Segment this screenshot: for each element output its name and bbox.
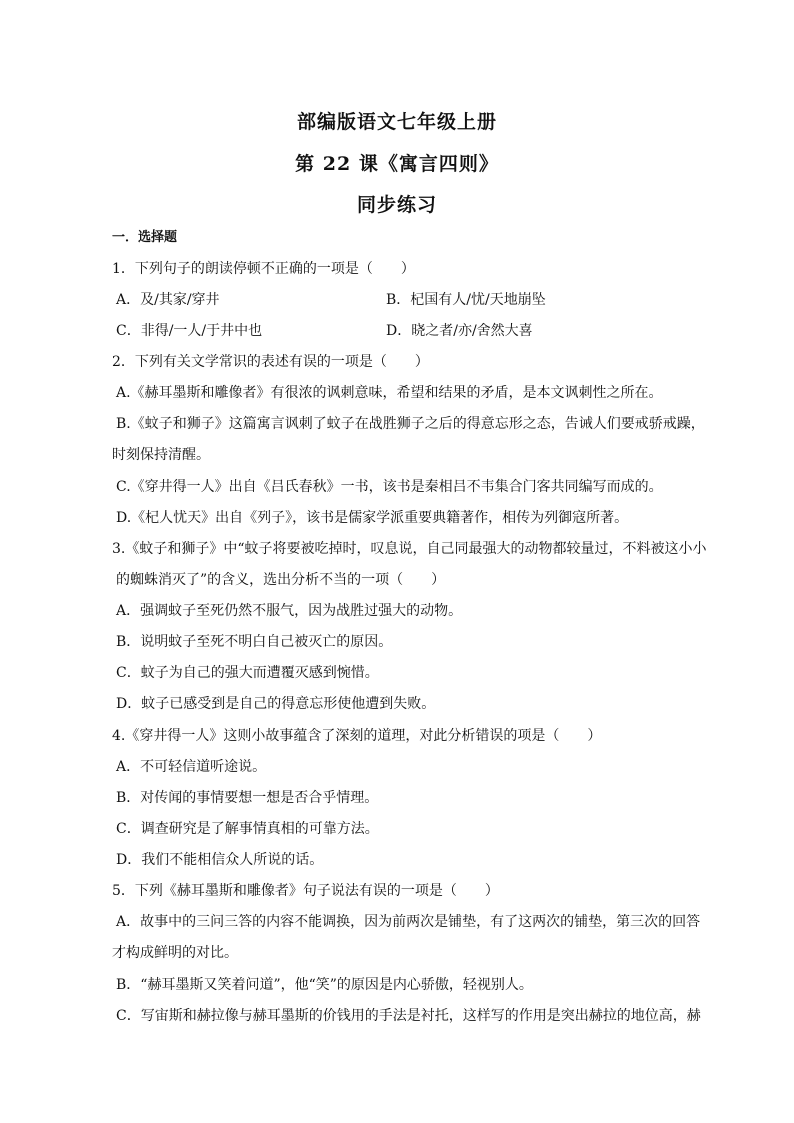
lesson-title: 第 22 课《寓言四则》 [295,153,499,175]
question-3-stem-cont: 的蜘蛛消灭了”的含义，选出分析不当的一项（ ） [116,572,446,588]
question-3-stem: 3.《蚊子和狮子》中“蚊子将要被吃掉时，叹息说，自己同最强大的动物都较量过，不料被这小小 [112,541,707,557]
question-5-stem: 5．下列《赫耳墨斯和雕像者》句子说法有误的一项是（ ） [112,883,499,899]
question-2-stem: 2．下列有关文学常识的表述有误的一项是（ ） [112,354,429,370]
question-1-stem: 1．下列句子的朗读停顿不正确的一项是（ ） [112,261,415,277]
question-5-option-b: B．“赫耳墨斯又笑着问道”，他“笑”的原因是内心骄傲，轻视别人。 [116,977,533,993]
question-3-option-d: D．蚊子已感受到是自己的得意忘形使他遭到失败。 [116,696,436,712]
question-3-option-a: A．强调蚊子至死仍然不服气，因为战胜过强大的动物。 [116,603,463,619]
question-4-option-a: A．不可轻信道听途说。 [116,759,267,775]
question-3-option-b: B．说明蚊子至死不明白自己被灭亡的原因。 [116,634,393,650]
question-5-option-c: C．写宙斯和赫拉像与赫耳墨斯的价钱用的手法是衬托，这样写的作用是突出赫拉的地位高，赫 [116,1008,701,1024]
question-5-option-a-cont: 才构成鲜明的对比。 [112,945,238,961]
document-title: 部编版语文七年级上册 [296,111,497,133]
section-heading: 一．选择题 [112,230,178,245]
question-2-option-b: B.《蚊子和狮子》这篇寓言讽刺了蚊子在战胜狮子之后的得意忘形之态，告诫人们要戒骄戒躁， [116,416,705,432]
question-2-option-c: C.《穿井得一人》出自《吕氏春秋》一书，该书是秦相吕不韦集合门客共同编写而成的。 [116,479,663,495]
exercise-title: 同步练习 [356,194,437,216]
question-1-option-a: A．及/其家/穿井 [116,292,220,308]
question-4-stem: 4.《穿井得一人》这则小故事蕴含了深刻的道理，对此分析错误的项是（ ） [112,728,602,744]
question-2-option-d: D.《杞人忧天》出自《列子》，该书是儒家学派重要典籍著作，相传为列御寇所著。 [116,510,629,526]
question-4-option-d: D．我们不能相信众人所说的话。 [116,852,324,868]
question-2-option-b-cont: 时刻保持清醒。 [112,447,210,463]
question-5-option-a: A．故事中的三问三答的内容不能调换，因为前两次是铺垫，有了这两次的铺垫，第三次的回答 [116,914,701,930]
question-1-option-d: D．晓之者/亦/舍然大喜 [386,323,533,339]
question-1-option-b: B．杞国有人/忧/天地崩坠 [386,292,546,308]
question-2-option-a: A.《赫耳墨斯和雕像者》有很浓的讽刺意味，希望和结果的矛盾，是本文讽刺性之所在。 [116,385,663,401]
question-3-option-c: C．蚊子为自己的强大而遭覆灭感到惋惜。 [116,665,379,681]
question-4-option-c: C．调查研究是了解事情真相的可靠方法。 [116,821,379,837]
question-4-option-b: B．对传闻的事情要想一想是否合乎情理。 [116,790,379,806]
question-1-option-c: C．非得/一人/于井中也 [116,323,263,339]
